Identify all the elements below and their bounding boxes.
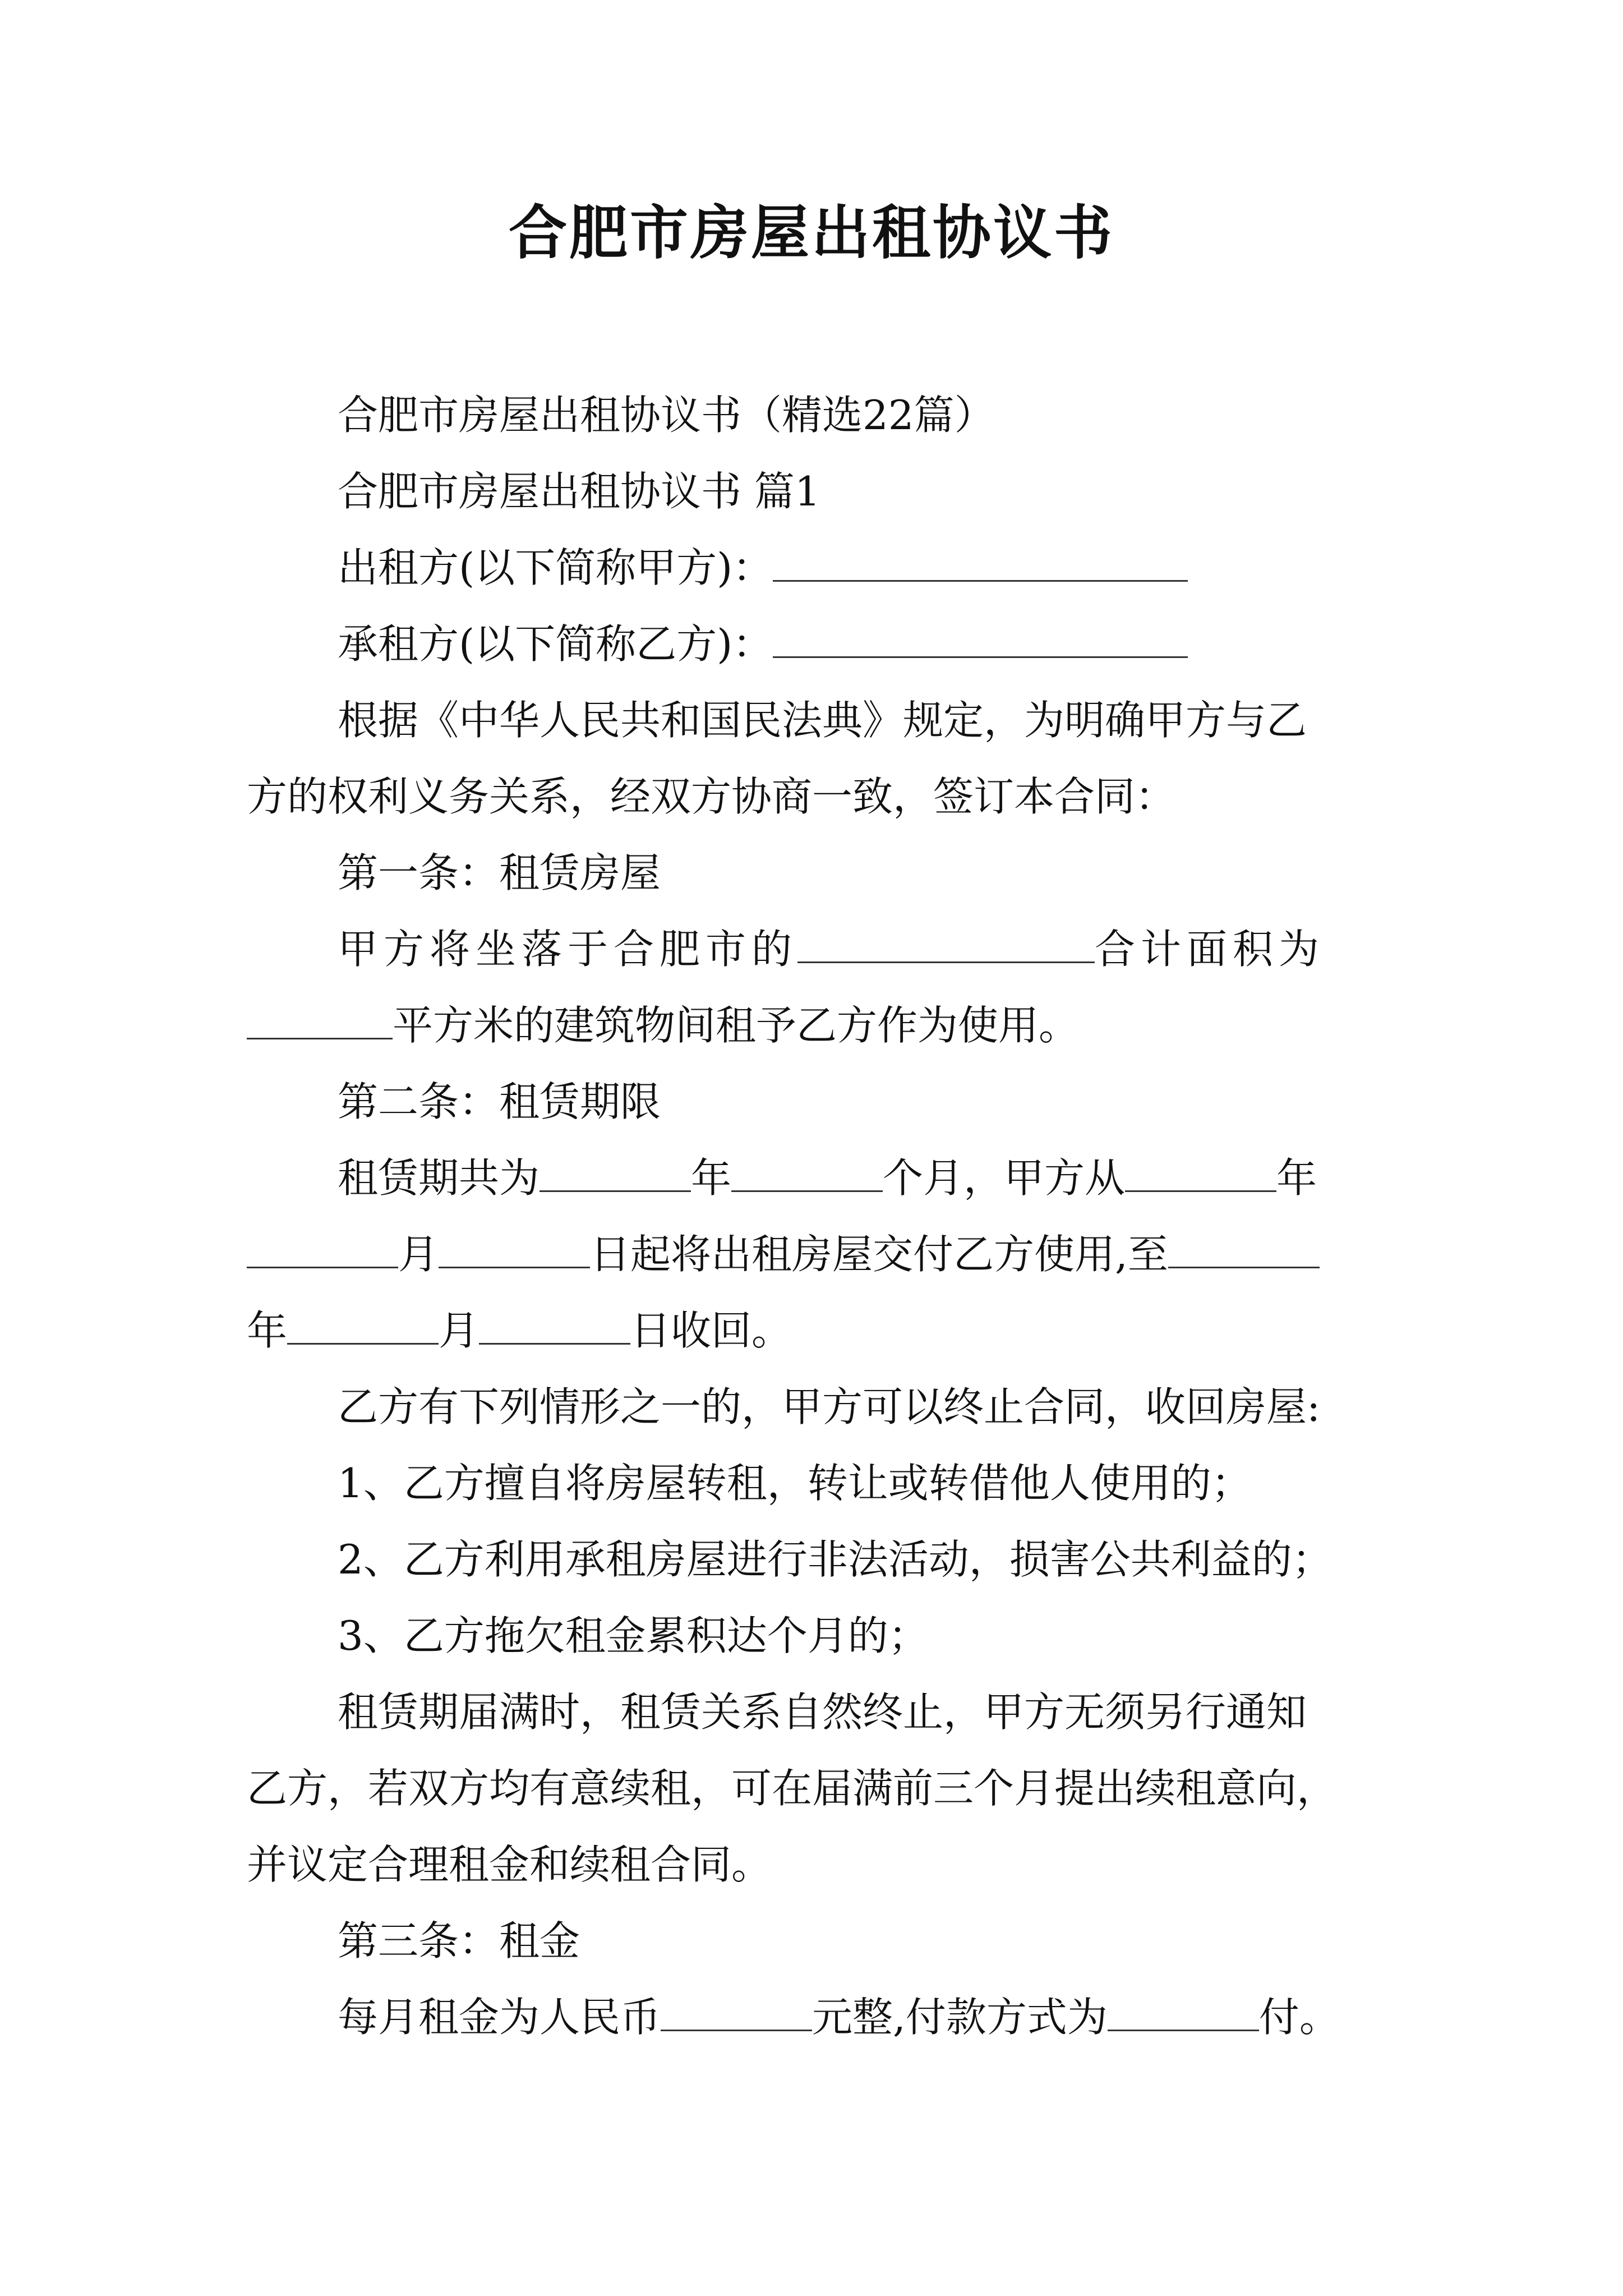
- article-heading: 第一条：租赁房屋: [338, 849, 661, 896]
- paragraph-line: 年 月 日收回。: [247, 1303, 1391, 1359]
- area-blank: [247, 999, 393, 1039]
- list-item: 3、乙方拖欠租金累积达个月的；: [338, 1612, 929, 1659]
- paragraph-line: 方的权利义务关系，经双方协商一致，签订本合同：: [247, 773, 1176, 820]
- paragraph-line: 平方米的建筑物间租予乙方作为使用。: [247, 997, 1391, 1053]
- paragraph-line: 月 日起将出租房屋交付乙方使用,至: [247, 1226, 1391, 1282]
- paragraph-line: 乙方，若双方均有意续租，可在届满前三个月提出续租意向，: [247, 1765, 1338, 1812]
- subtitle-line: 合肥市房屋出租协议书（精选22篇）: [338, 392, 995, 439]
- paragraph-line: 乙方有下列情形之一的，甲方可以终止合同，收回房屋:: [338, 1383, 1321, 1430]
- start-year-blank: [1125, 1151, 1276, 1192]
- list-item: 2、乙方利用承租房屋进行非法活动，损害公共利益的；: [338, 1536, 1332, 1583]
- lessor-line: 出租方(以下简称甲方)：: [247, 540, 1391, 596]
- start-day-blank: [439, 1227, 590, 1268]
- lessee-line: 承租方(以下简称乙方)：: [247, 616, 1391, 672]
- end-year-blank: [1168, 1227, 1320, 1268]
- article-heading: 第三条：租金: [338, 1917, 580, 1964]
- paragraph-line: 租赁期届满时，租赁关系自然终止，甲方无须另行通知: [338, 1688, 1307, 1736]
- paragraph-line: 根据《中华人民共和国民法典》规定，为明确甲方与乙: [338, 697, 1307, 744]
- document-title: 合肥市房屋出租协议书: [508, 198, 1114, 267]
- paragraph-line: 租赁期共为 年 个月，甲方从 年: [247, 1150, 1391, 1206]
- article-heading: 第二条：租赁期限: [338, 1078, 661, 1125]
- lessor-blank: [773, 541, 1188, 582]
- rent-amount-blank: [661, 1990, 812, 2031]
- payment-method-blank: [1108, 1990, 1259, 2031]
- paragraph-line: 甲方将坐落于合肥市的 合计面积为: [247, 921, 1391, 977]
- list-item: 1、乙方擅自将房屋转租，转让或转借他人使用的；: [338, 1460, 1252, 1507]
- months-blank: [731, 1151, 883, 1192]
- end-day-blank: [479, 1304, 630, 1345]
- paragraph-line: 并议定合理租金和续租合同。: [247, 1841, 772, 1888]
- paragraph-line: 每月租金为人民币 元整,付款方式为 付。: [247, 1989, 1391, 2045]
- section-heading: 合肥市房屋出租协议书 篇1: [338, 468, 820, 515]
- start-month-blank: [247, 1227, 398, 1268]
- years-blank: [540, 1151, 691, 1192]
- end-month-blank: [287, 1304, 439, 1345]
- lessee-blank: [773, 617, 1188, 658]
- address-blank: [797, 922, 1095, 963]
